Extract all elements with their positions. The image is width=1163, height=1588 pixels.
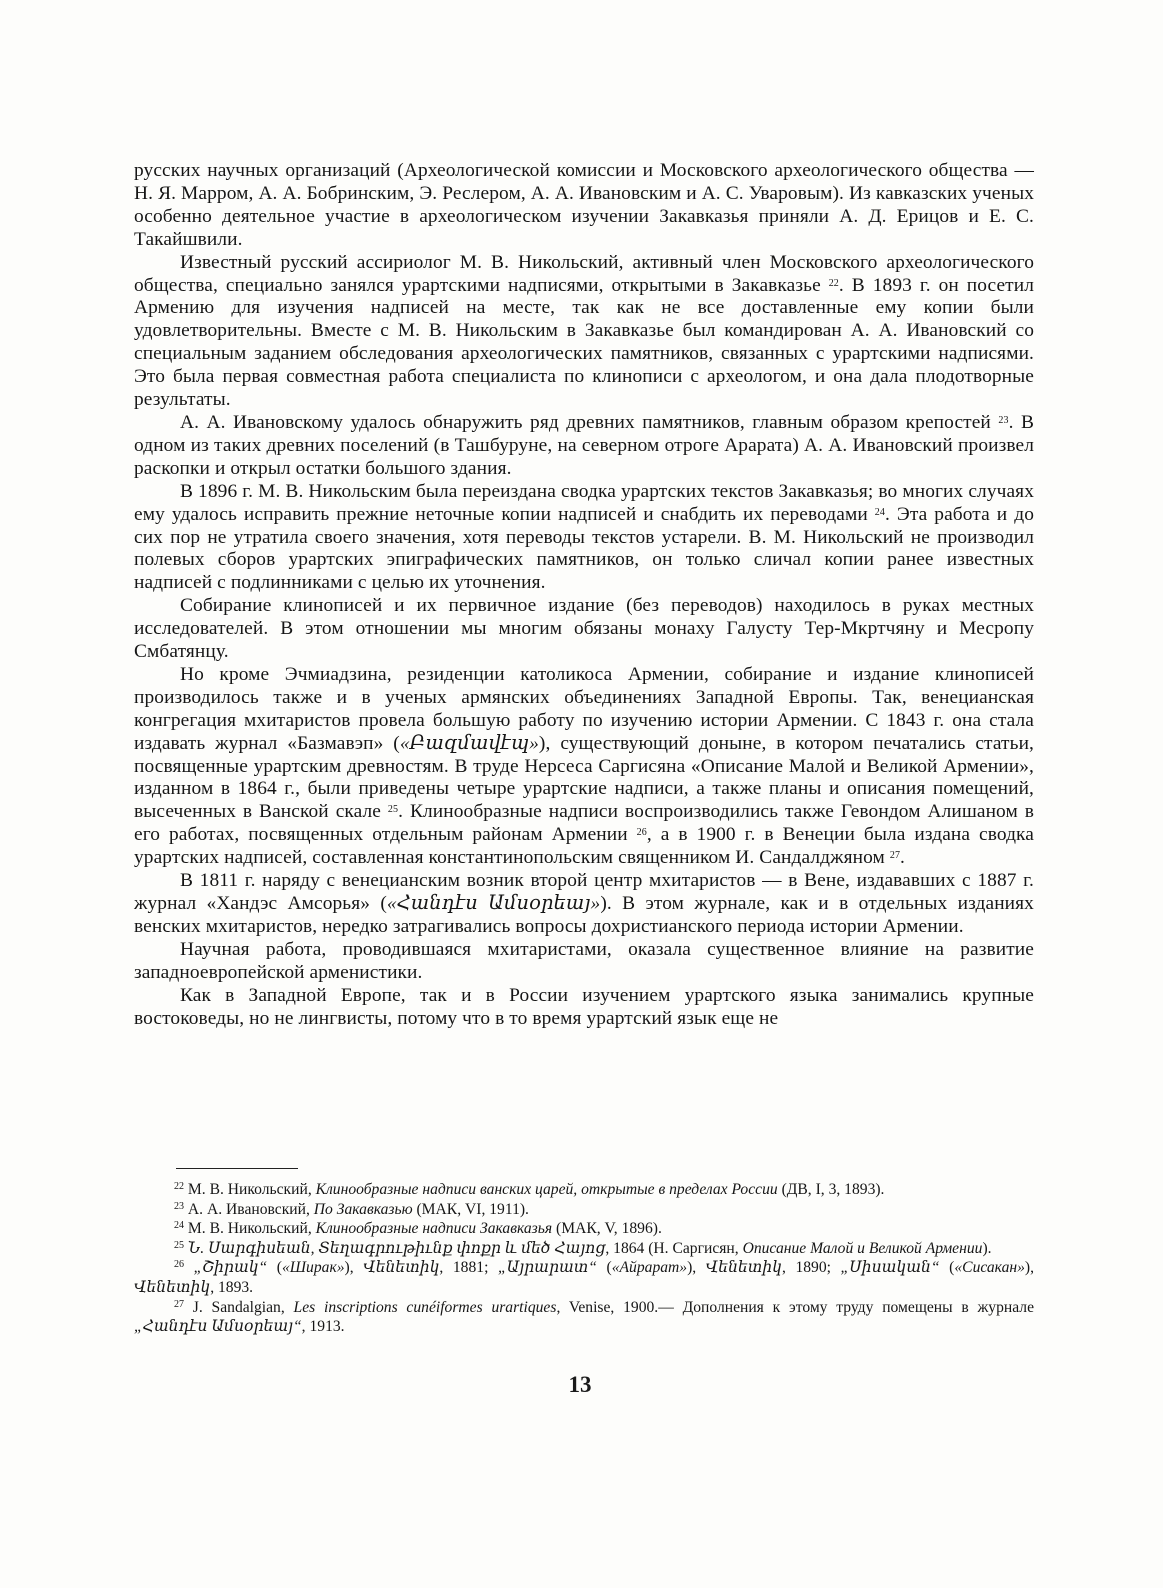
footnote-reference: 25 — [387, 804, 399, 816]
text-run: , 1881; — [439, 1259, 498, 1277]
text-run: А. А. Ивановскому удалось обнаружить ряд древних памятников, главным образом крепостей — [180, 411, 999, 433]
text-run: Собирание клинописей и их первичное издание (без переводов) находилось в руках местных исследователей. В этом отношении мы многим обязаны монаху Галусту Тер-Мкртчяну и Месропу Смбатянцу. — [134, 595, 1034, 663]
text-run: ( — [267, 1259, 282, 1277]
footnote — [134, 1200, 1034, 1220]
paragraph — [134, 985, 1034, 1031]
body-text — [134, 160, 1034, 1030]
italic-text: „Սիսական“ — [840, 1259, 940, 1277]
italic-text: Վենետիկ — [363, 1259, 440, 1277]
paragraph — [134, 252, 1034, 412]
italic-text: Վենետիկ — [134, 1278, 211, 1296]
footnote-reference: 23 — [998, 414, 1009, 426]
text-run: М. В. Никольский, — [187, 1181, 316, 1198]
paragraph — [134, 412, 1034, 481]
text-run: . Эта работа и до сих пор не утратила своего значения, хотя переводы текстов устарели. В. М. Никольский не производил полевых сборов урартских эпиграфических памятников, он только сличал копии ранее известных надписей с подлинниками с целью их уточнения. — [134, 503, 1035, 594]
italic-text: «Айрарат» — [611, 1259, 688, 1277]
footnotes — [134, 1180, 1034, 1337]
italic-text: Описание Малой и Великой Армении — [742, 1239, 983, 1257]
footnote — [134, 1219, 1034, 1239]
italic-text: «Հանդէս Ամսօրեայ» — [386, 893, 601, 914]
paragraph — [134, 870, 1034, 939]
italic-text: „Այրարատ“ — [497, 1259, 597, 1277]
italic-text: „Շիրակ“ — [193, 1259, 268, 1277]
text-run: ( — [596, 1259, 612, 1277]
text-run: ), — [687, 1259, 706, 1277]
text-run: ), — [1024, 1259, 1035, 1277]
italic-text: Վենետիկ — [705, 1259, 782, 1277]
text-run: В 1811 г. наряду с венецианским возник второй центр мхитаристов — в Вене, издававших с 1887 г. журнал «Хандэс Амсорья» ( — [134, 870, 1034, 914]
text-run: Как в Западной Европе, так и в России изучением урартского языка занимались крупные востоковеды, но не лингвисты, потому что в то время урартский язык еще не — [134, 984, 1034, 1029]
text-run: (ДВ, I, 3, 1893). — [777, 1181, 885, 1198]
italic-text: Клинообразные надписи Закавказья — [315, 1220, 553, 1238]
text-run: ). — [982, 1239, 992, 1257]
footnote-number: 26 — [174, 1259, 184, 1271]
paragraph — [134, 664, 1034, 870]
paragraph — [134, 595, 1034, 664]
text-run: А. А. Ивановский, — [187, 1200, 314, 1218]
footnote — [134, 1258, 1034, 1297]
text-run: . Клинообразные надписи воспроизводились также Гевондом Алишаном в его работах, посвященных отдельным районам Армении — [134, 801, 1035, 846]
footnote-number: 25 — [174, 1239, 184, 1251]
footnote — [134, 1298, 1034, 1337]
italic-text: «Բազմավէպ» — [399, 732, 539, 754]
italic-text: Клинообразные надписи ванских царей, открытые в пределах России — [315, 1181, 778, 1198]
text-run: ). В этом журнале, как и в отдельных изданиях венских мхитаристов, нередко затрагивались вопросы дохристианского периода истории Армении. — [134, 893, 1034, 937]
text-run: , 1890; — [781, 1259, 841, 1277]
text-run: В 1896 г. М. В. Никольским была переиздана сводка урартских текстов Закавказья; во многих случаях ему удалось исправить прежние неточные копии надписей и снабдить их переводами — [134, 480, 1034, 525]
footnote — [134, 1239, 1034, 1259]
footnote-reference: 24 — [874, 506, 885, 518]
paragraph — [134, 160, 1034, 252]
text-run: М. В. Никольский, — [187, 1220, 316, 1238]
text-run: . — [900, 847, 905, 869]
paragraph — [134, 481, 1034, 596]
italic-text: Ն. Սարգիսեան, Տեղագրութիւնք փոքր և մեծ Հայոց — [187, 1239, 606, 1257]
page-number: 13 — [568, 1372, 592, 1397]
text-run: J. Sandalgian, — [192, 1298, 294, 1316]
text-run: Научная работа, проводившаяся мхитаристами, оказала существенное влияние на развитие западноевропейской арменистики. — [134, 938, 1034, 983]
footnote-separator — [176, 1168, 298, 1169]
footnote-number: 24 — [174, 1220, 184, 1232]
paragraph — [134, 939, 1034, 985]
text-run: ), — [344, 1259, 364, 1277]
text-run: Но кроме Эчмиадзина, резиденции католикоса Армении, собирание и издание клинописей производилось также и в ученых армянских объединениях Западной Европы. Так, венецианская конгрегация мхитаристов провела большую работу по изучению истории Армении. С 1843 г. она стала издавать журнал «Базмавэп» ( — [134, 663, 1034, 754]
text-run: (МАК, VI, 1911). — [412, 1200, 529, 1218]
italic-text: Les inscriptions cunéiformes urartiques — [293, 1298, 557, 1316]
italic-text: По Закавказью — [313, 1200, 413, 1218]
footnote-reference: 26 — [636, 827, 647, 839]
footnote-number: 23 — [174, 1200, 184, 1212]
text-run: русских научных организаций (Археологической комиссии и Московского археологического общества — Н. Я. Марром, А. А. Бобринским, Э. Реслером, А. А. Ивановским и А. С. Уваровым). Из кавказских ученых особенно деятельное участие в археологическом изучении Закавказья приняли А. Д. Ерицов и Е. С. Такайшвили. — [134, 160, 1034, 250]
text-run: . В одном из таких древних поселений (в Ташбуруне, на северном отроге Арарата) А. А. Ивановский произвел раскопки и открыл остатки большого здания. — [134, 411, 1034, 479]
italic-text: „Հանդէս Ամսօրեայ“ — [134, 1318, 302, 1336]
text-run: , 1864 (Н. Саргисян, — [605, 1239, 743, 1257]
text-run: ( — [939, 1259, 955, 1277]
text-run: , 1913. — [301, 1318, 345, 1336]
text-run: Известный русский ассириолог М. В. Никольский, активный член Московского археологического общества, специально занялся урартскими надписями, открытыми в Закавказье — [134, 251, 1034, 296]
text-run: ), существующий доныне, в котором печатались статьи, посвященные урартским древностям. В труде Нерсеса Саргисяна «Описание Малой и Великой Армении», изданном в 1864 г., были приведены четыре урартские надписи, а также планы и описания помещений, высеченных в Ванской скале — [134, 732, 1034, 823]
footnote — [134, 1180, 1034, 1200]
footnote-reference: 27 — [889, 850, 901, 862]
italic-text: «Сисакан» — [954, 1259, 1025, 1277]
footnote-number: 27 — [174, 1298, 184, 1310]
text-run: , Venise, 1900.— Дополнения к этому труду помещены в журнале — [556, 1298, 1035, 1316]
footnote-reference: 22 — [828, 277, 839, 289]
italic-text: «Ширак» — [282, 1259, 345, 1277]
text-run: , 1893. — [210, 1278, 254, 1296]
text-run: , а в 1900 г. в Венеции была издана сводка урартских надписей, составленная константинопольским священником И. Сандалджяном — [134, 824, 1034, 869]
footnote-number: 22 — [174, 1181, 184, 1192]
text-run: (МАК, V, 1896). — [552, 1220, 662, 1238]
text-run: . В 1893 г. он посетил Армению для изучения надписей на месте, так как не все доставленные ему копии были удовлетворительны. Вместе с М. В. Никольским в Закавказье был командирован А. А. Ивановский со специальным заданием обследования археологических памятников, связанных с урартскими надписями. Это была первая совместная работа специалиста по клинописи с археологом, и она дала плодотворные результаты. — [134, 274, 1034, 411]
